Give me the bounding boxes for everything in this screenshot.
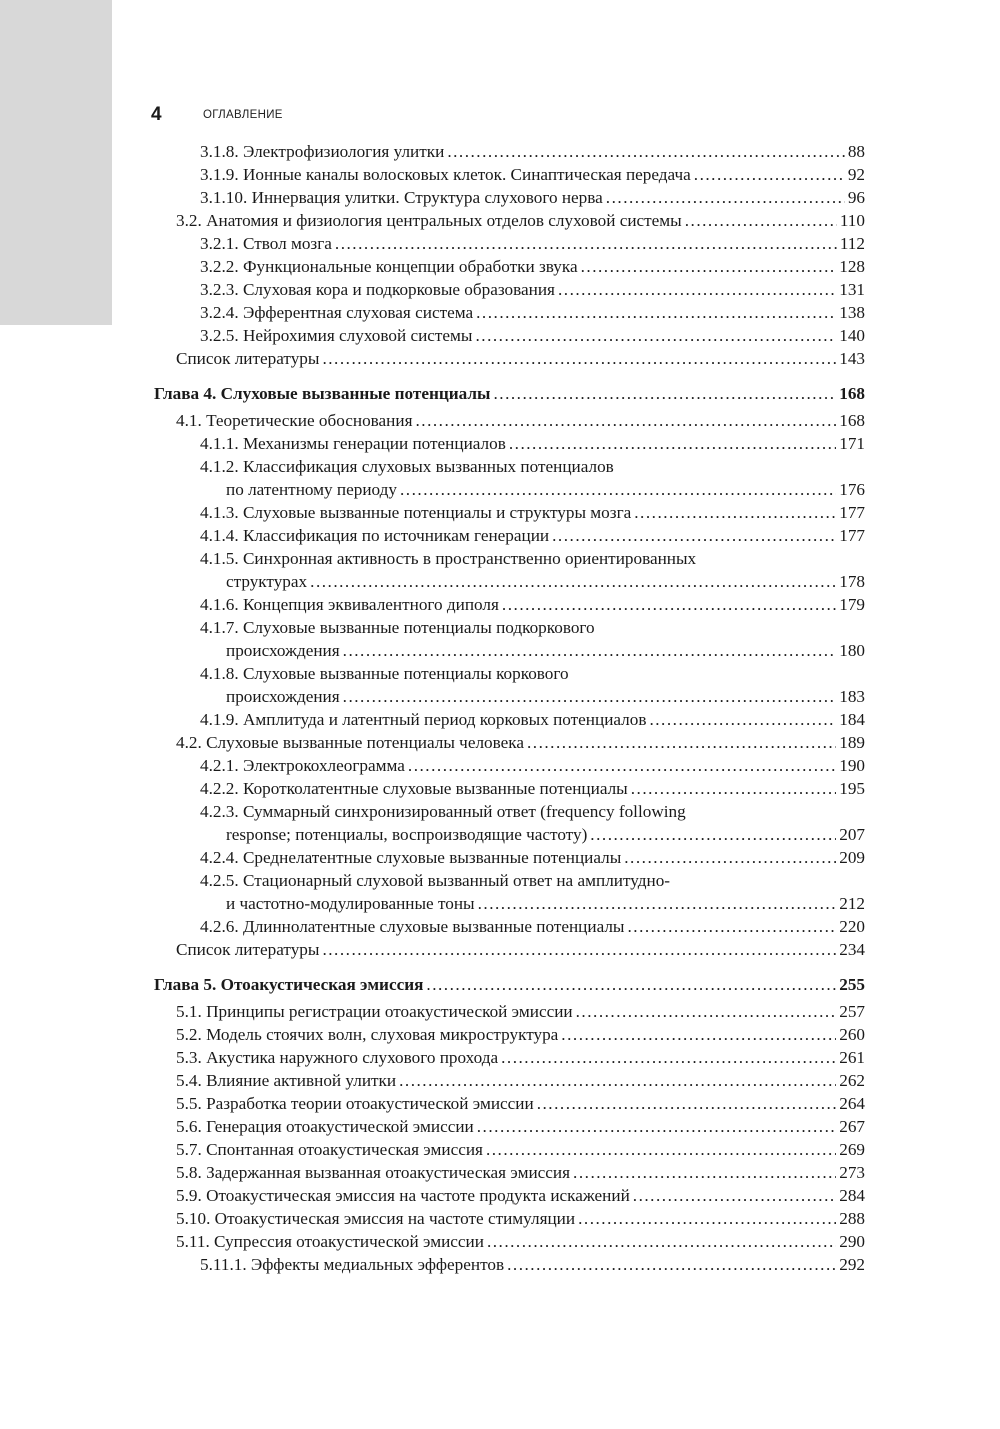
toc-entry-title: 5.4. Влияние активной улитки bbox=[176, 1071, 397, 1090]
toc-page-number: 234 bbox=[839, 940, 865, 959]
toc-entry-title: 4.1.2. Классификация слуховых вызванных потенциалов bbox=[200, 457, 614, 476]
toc-entry[interactable] bbox=[154, 800, 865, 846]
toc-entry-title: 3.2.2. Функциональные концепции обработки звука bbox=[200, 257, 578, 276]
toc-page-number: 220 bbox=[839, 917, 865, 936]
dot-leader bbox=[478, 892, 837, 915]
toc-page-number: 171 bbox=[839, 434, 865, 453]
toc-entry-title: 4.2. Слуховые вызванные потенциалы человека bbox=[176, 733, 524, 752]
toc-page-number: 177 bbox=[839, 503, 865, 522]
dot-leader bbox=[649, 708, 836, 731]
dot-leader bbox=[509, 432, 836, 455]
toc-entry[interactable] bbox=[154, 593, 865, 616]
toc-entry-title: 4.2.5. Стационарный слуховой вызванный ответ на амплитудно- bbox=[200, 871, 671, 890]
toc-page-number: 262 bbox=[839, 1071, 865, 1090]
toc-page-number: 209 bbox=[839, 848, 865, 867]
toc-entry[interactable] bbox=[154, 1253, 865, 1276]
toc-entry[interactable] bbox=[154, 140, 865, 163]
toc-entry-title: по латентному периоду bbox=[226, 480, 397, 499]
dot-leader bbox=[426, 973, 836, 996]
gray-page-tab bbox=[0, 0, 112, 325]
toc-page-number: 207 bbox=[839, 825, 865, 844]
toc-entry-title: 4.2.3. Суммарный синхронизированный ответ (frequency following bbox=[200, 802, 686, 821]
toc-page-number: 110 bbox=[839, 211, 865, 230]
dot-leader bbox=[335, 232, 837, 255]
toc-page-number: 184 bbox=[839, 710, 865, 729]
toc-entry[interactable] bbox=[154, 278, 865, 301]
toc-entry[interactable] bbox=[154, 455, 865, 501]
toc-entry-title: 4.1.3. Слуховые вызванные потенциалы и структуры мозга bbox=[200, 503, 632, 522]
toc-entry-title: 3.2.1. Ствол мозга bbox=[200, 234, 332, 253]
dot-leader bbox=[527, 731, 836, 754]
toc-entry[interactable] bbox=[154, 754, 865, 777]
dot-leader bbox=[501, 1046, 836, 1069]
toc-page-number: 179 bbox=[839, 595, 865, 614]
toc-entry-title: происхождения bbox=[226, 641, 340, 660]
toc-page-number: 177 bbox=[839, 526, 865, 545]
toc-page-number: 143 bbox=[839, 349, 865, 368]
toc-page-number: 264 bbox=[839, 1094, 865, 1113]
toc-entry[interactable] bbox=[154, 869, 865, 915]
toc-entry[interactable] bbox=[154, 731, 865, 754]
toc-entry[interactable] bbox=[154, 409, 865, 432]
toc-entry-title: 5.6. Генерация отоакустической эмиссии bbox=[176, 1117, 474, 1136]
toc-entry-title: структурах bbox=[226, 572, 308, 591]
dot-leader bbox=[476, 301, 836, 324]
toc-entry-title: 3.1.8. Электрофизиология улитки bbox=[200, 142, 445, 161]
toc-entry-title: 4.1.9. Амплитуда и латентный период корковых потенциалов bbox=[200, 710, 647, 729]
toc-entry[interactable] bbox=[154, 547, 865, 593]
toc-entry-title: 5.10. Отоакустическая эмиссия на частоте стимуляции bbox=[176, 1209, 576, 1228]
dot-leader bbox=[408, 754, 836, 777]
dot-leader bbox=[415, 409, 836, 432]
table-of-contents bbox=[154, 140, 865, 1276]
toc-entry-title: 4.1. Теоретические обоснования bbox=[176, 411, 413, 430]
toc-entry[interactable] bbox=[154, 708, 865, 731]
toc-entry[interactable] bbox=[154, 347, 865, 370]
dot-leader bbox=[561, 1023, 836, 1046]
toc-entry-title: 4.2.2. Коротколатентные слуховые вызванные потенциалы bbox=[200, 779, 628, 798]
dot-leader bbox=[552, 524, 836, 547]
toc-entry-title: 5.8. Задержанная вызванная отоакустическая эмиссия bbox=[176, 1163, 571, 1182]
toc-entry-title: 3.1.10. Иннервация улитки. Структура слухового нерва bbox=[200, 188, 603, 207]
toc-page-number: 128 bbox=[839, 257, 865, 276]
toc-page-number: 112 bbox=[839, 234, 865, 253]
toc-page-number: 176 bbox=[839, 480, 865, 499]
dot-leader bbox=[310, 570, 836, 593]
dot-leader bbox=[486, 1138, 836, 1161]
toc-entry[interactable] bbox=[154, 1092, 865, 1115]
dot-leader bbox=[502, 593, 836, 616]
toc-entry-title: response; потенциалы, воспроизводящие частоту) bbox=[226, 825, 588, 844]
toc-chapter[interactable] bbox=[154, 382, 865, 405]
toc-entry[interactable] bbox=[154, 232, 865, 255]
dot-leader bbox=[477, 1115, 836, 1138]
toc-page-number: 88 bbox=[847, 142, 865, 161]
toc-entry-title: 5.3. Акустика наружного слухового прохода bbox=[176, 1048, 499, 1067]
toc-entry-title: 4.2.6. Длиннолатентные слуховые вызванные потенциалы bbox=[200, 917, 625, 936]
toc-entry[interactable] bbox=[154, 186, 865, 209]
dot-leader bbox=[576, 1000, 837, 1023]
dot-leader bbox=[399, 1069, 836, 1092]
toc-page-number: 195 bbox=[839, 779, 865, 798]
dot-leader bbox=[343, 639, 837, 662]
toc-entry[interactable] bbox=[154, 524, 865, 547]
toc-entry-title: 4.1.1. Механизмы генерации потенциалов bbox=[200, 434, 506, 453]
toc-entry[interactable] bbox=[154, 1069, 865, 1092]
toc-entry-title: 3.1.9. Ионные каналы волосковых клеток. Синаптическая передача bbox=[200, 165, 691, 184]
toc-entry[interactable] bbox=[154, 501, 865, 524]
toc-page-number: 267 bbox=[839, 1117, 865, 1136]
toc-entry-title: 5.2. Модель стоячих волн, слуховая микроструктура bbox=[176, 1025, 559, 1044]
toc-entry[interactable] bbox=[154, 777, 865, 800]
dot-leader bbox=[343, 685, 837, 708]
toc-entry-title: происхождения bbox=[226, 687, 340, 706]
toc-page-number: 183 bbox=[839, 687, 865, 706]
toc-entry[interactable] bbox=[154, 163, 865, 186]
dot-leader bbox=[627, 915, 836, 938]
toc-page-number: 140 bbox=[839, 326, 865, 345]
toc-page-number: 168 bbox=[839, 384, 865, 403]
toc-page-number: 255 bbox=[839, 975, 865, 994]
toc-entry[interactable] bbox=[154, 846, 865, 869]
toc-entry-title: 4.2.1. Электрокохлеограмма bbox=[200, 756, 405, 775]
toc-entry-title: 5.9. Отоакустическая эмиссия на частоте продукта искажений bbox=[176, 1186, 630, 1205]
dot-leader bbox=[631, 777, 836, 800]
dot-leader bbox=[606, 186, 845, 209]
dot-leader bbox=[447, 140, 845, 163]
toc-page-number: 96 bbox=[847, 188, 865, 207]
toc-entry[interactable] bbox=[154, 255, 865, 278]
toc-entry-title: 3.2.3. Слуховая кора и подкорковые образования bbox=[200, 280, 555, 299]
toc-page-number: 290 bbox=[839, 1232, 865, 1251]
toc-entry-title: Список литературы bbox=[176, 940, 320, 959]
dot-leader bbox=[493, 382, 836, 405]
toc-page-number: 260 bbox=[839, 1025, 865, 1044]
toc-entry-title: 4.1.4. Классификация по источникам генерации bbox=[200, 526, 550, 545]
toc-page-number: 284 bbox=[839, 1186, 865, 1205]
dot-leader bbox=[475, 324, 836, 347]
toc-page-number: 288 bbox=[839, 1209, 865, 1228]
dot-leader bbox=[400, 478, 836, 501]
dot-leader bbox=[507, 1253, 836, 1276]
dot-leader bbox=[558, 278, 836, 301]
dot-leader bbox=[590, 823, 836, 846]
dot-leader bbox=[581, 255, 837, 278]
toc-entry[interactable] bbox=[154, 1000, 865, 1023]
toc-page-number: 180 bbox=[839, 641, 865, 660]
toc-entry[interactable] bbox=[154, 662, 865, 708]
toc-entry-title: 5.5. Разработка теории отоакустической эмиссии bbox=[176, 1094, 534, 1113]
toc-page-number: 189 bbox=[839, 733, 865, 752]
toc-entry-title: 4.1.6. Концепция эквивалентного диполя bbox=[200, 595, 499, 614]
toc-entry[interactable] bbox=[154, 324, 865, 347]
toc-entry-title: 5.11. Супрессия отоакустической эмиссии bbox=[176, 1232, 484, 1251]
dot-leader bbox=[578, 1207, 836, 1230]
toc-page-number: 292 bbox=[839, 1255, 865, 1274]
toc-entry[interactable] bbox=[154, 1115, 865, 1138]
toc-page-number: 178 bbox=[839, 572, 865, 591]
toc-entry-title: 3.2.4. Эфферентная слуховая система bbox=[200, 303, 474, 322]
toc-entry[interactable] bbox=[154, 209, 865, 232]
toc-entry[interactable] bbox=[154, 1138, 865, 1161]
toc-page-number: 138 bbox=[839, 303, 865, 322]
toc-page-number: 269 bbox=[839, 1140, 865, 1159]
toc-entry-title: Список литературы bbox=[176, 349, 320, 368]
toc-entry-title: 4.1.5. Синхронная активность в пространственно ориентированных bbox=[200, 549, 697, 568]
toc-entry[interactable] bbox=[154, 616, 865, 662]
toc-entry-title: 4.1.8. Слуховые вызванные потенциалы коркового bbox=[200, 664, 569, 683]
dot-leader bbox=[633, 1184, 836, 1207]
toc-entry-title: 5.1. Принципы регистрации отоакустической эмиссии bbox=[176, 1002, 573, 1021]
dot-leader bbox=[487, 1230, 836, 1253]
toc-page-number: 131 bbox=[839, 280, 865, 299]
toc-page-number: 257 bbox=[839, 1002, 865, 1021]
toc-entry[interactable] bbox=[154, 1161, 865, 1184]
toc-entry-title: и частотно-модулированные тоны bbox=[226, 894, 475, 913]
toc-entry-title: 5.11.1. Эффекты медиальных эфферентов bbox=[200, 1255, 505, 1274]
page-number: 4 bbox=[151, 104, 162, 125]
toc-entry[interactable] bbox=[154, 1184, 865, 1207]
toc-entry-title: 3.2.5. Нейрохимия слуховой системы bbox=[200, 326, 473, 345]
toc-page-number: 261 bbox=[839, 1048, 865, 1067]
dot-leader bbox=[685, 209, 837, 232]
toc-entry-title: Глава 5. Отоакустическая эмиссия bbox=[154, 975, 424, 994]
toc-entry[interactable] bbox=[154, 301, 865, 324]
toc-page-number: 168 bbox=[839, 411, 865, 430]
toc-entry[interactable] bbox=[154, 938, 865, 961]
toc-page-number: 212 bbox=[839, 894, 865, 913]
running-title: ОГЛАВЛЕНИЕ bbox=[203, 109, 283, 121]
toc-entry-title: 4.2.4. Среднелатентные слуховые вызванные потенциалы bbox=[200, 848, 622, 867]
toc-entry[interactable] bbox=[154, 432, 865, 455]
toc-entry-title: 3.2. Анатомия и физиология центральных отделов слуховой системы bbox=[176, 211, 682, 230]
dot-leader bbox=[537, 1092, 837, 1115]
toc-page-number: 190 bbox=[839, 756, 865, 775]
toc-page-number: 92 bbox=[847, 165, 865, 184]
toc-entry[interactable] bbox=[154, 1207, 865, 1230]
toc-entry[interactable] bbox=[154, 1046, 865, 1069]
toc-entry[interactable] bbox=[154, 1230, 865, 1253]
dot-leader bbox=[694, 163, 845, 186]
dot-leader bbox=[322, 938, 836, 961]
toc-chapter[interactable] bbox=[154, 973, 865, 996]
toc-entry-title: Глава 4. Слуховые вызванные потенциалы bbox=[154, 384, 491, 403]
toc-page-number: 273 bbox=[839, 1163, 865, 1182]
dot-leader bbox=[624, 846, 836, 869]
toc-entry[interactable] bbox=[154, 915, 865, 938]
dot-leader bbox=[322, 347, 836, 370]
dot-leader bbox=[634, 501, 836, 524]
dot-leader bbox=[573, 1161, 836, 1184]
toc-entry-title: 4.1.7. Слуховые вызванные потенциалы подкоркового bbox=[200, 618, 595, 637]
toc-entry[interactable] bbox=[154, 1023, 865, 1046]
toc-entry-title: 5.7. Спонтанная отоакустическая эмиссия bbox=[176, 1140, 483, 1159]
